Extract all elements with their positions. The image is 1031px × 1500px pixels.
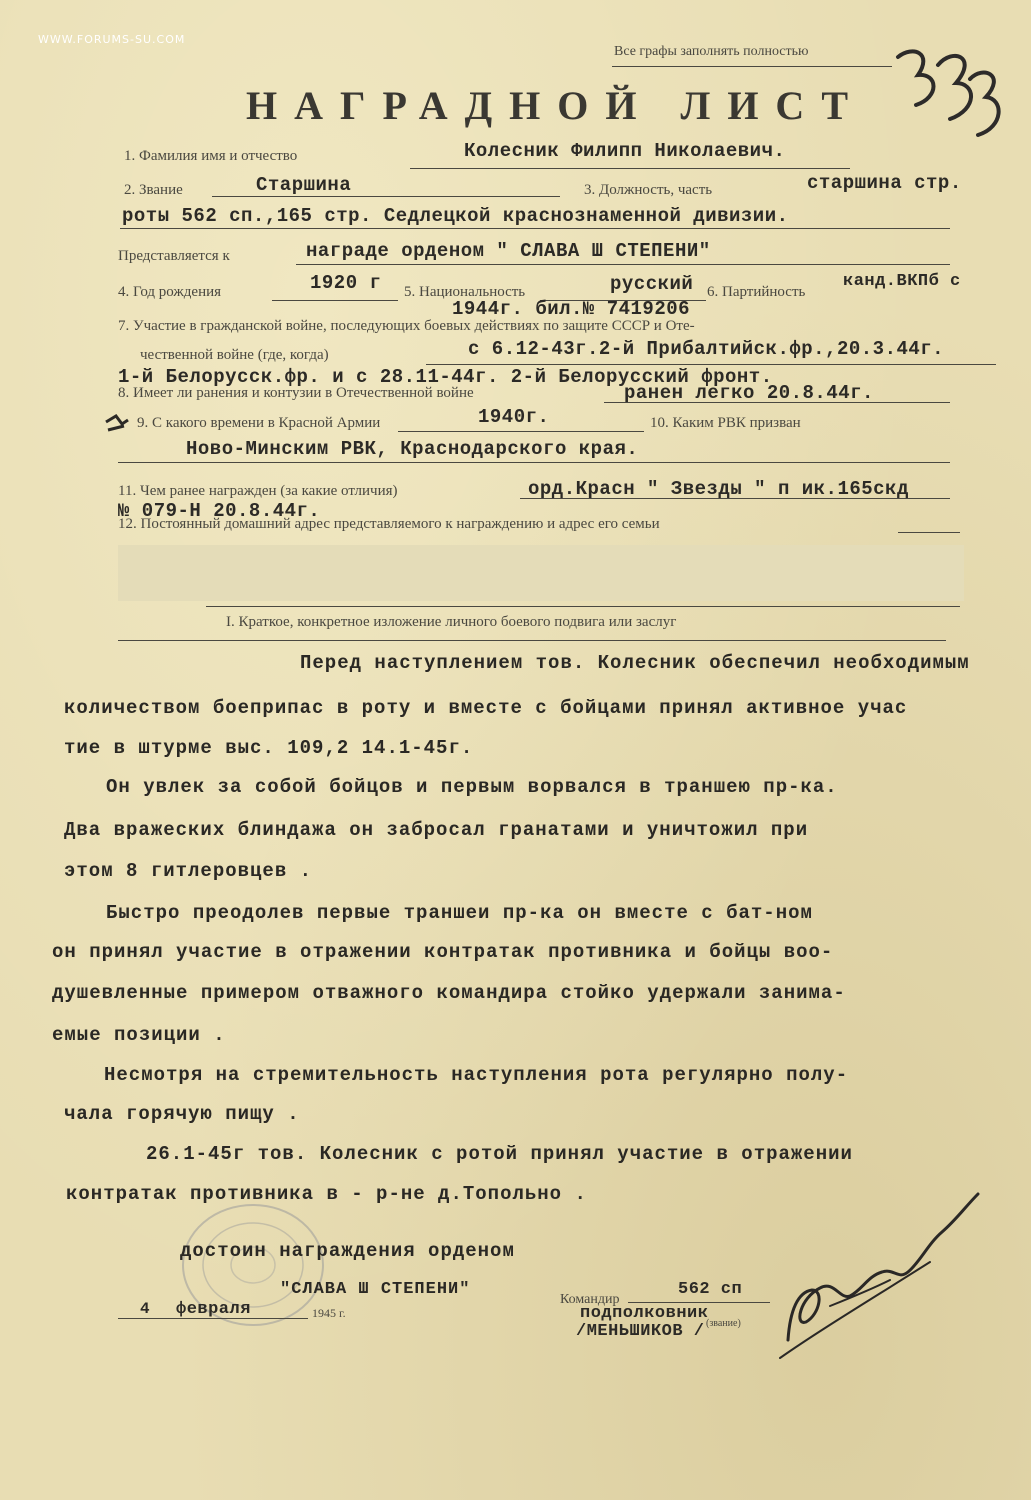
field-4-line xyxy=(272,300,398,301)
field-3-label: 3. Должность, часть xyxy=(584,182,713,198)
narrative-line-14: контратак противника в - р-не д.Топольно . xyxy=(66,1183,587,1205)
field-1-value: Колесник Филипп Николаевич. xyxy=(464,140,786,162)
field-1-line xyxy=(410,168,850,169)
narrative-line-9: душевленные примером отважного командира стойко удержали занима- xyxy=(52,982,846,1004)
narrative-line-6: этом 8 гитлеровцев . xyxy=(64,860,313,882)
document-title: НАГРАДНОЙ ЛИСТ xyxy=(246,83,865,128)
section-rule xyxy=(118,640,946,641)
rank-note: (звание) xyxy=(706,1318,741,1329)
field-6-value: канд.ВКПб с xyxy=(843,272,961,291)
field-8-label: 8. Имеет ли ранения и контузии в Отечественной войне xyxy=(118,385,474,401)
field-8-value: ранен легко 20.8.44г. xyxy=(624,382,874,404)
field-7-value-1: с 6.12-43г.2-й Прибалтийск.фр.,20.3.44г. xyxy=(468,338,945,360)
field-7-line xyxy=(426,364,996,365)
narrative-line-4: Он увлек за собой бойцов и первым ворвался в траншею пр-ка. xyxy=(106,776,838,798)
field-7-value-2: 1-й Белорусск.фр. и с 28.11-44г. 2-й Белорусский фронт. xyxy=(118,366,773,388)
field-6-label: 6. Партийность xyxy=(707,284,806,300)
commander-rank: подполковник xyxy=(580,1304,709,1323)
commander-name: /МЕНЬШИКОВ / xyxy=(576,1322,705,1341)
field-9-value: 1940г. xyxy=(478,406,550,428)
header-underline xyxy=(612,66,892,67)
present-label: Представляется к xyxy=(118,248,230,264)
field-2-line xyxy=(212,196,560,197)
ink-mark xyxy=(102,412,132,438)
commander-unit: 562 сп xyxy=(678,1280,743,1299)
header-note: Все графы заполнять полностью xyxy=(614,44,809,59)
commander-line xyxy=(628,1302,770,1303)
field-4-value: 1920 г xyxy=(310,272,382,294)
narrative-line-1: Перед наступлением тов. Колесник обеспечил необходимым xyxy=(300,652,970,674)
field-11-value: орд.Красн " Звезды " п ик.165скд xyxy=(528,478,909,500)
commander-signature xyxy=(760,1180,990,1370)
field-7-label-2: чественной войне (где, когда) xyxy=(140,347,329,363)
field-10-line xyxy=(118,462,950,463)
field-3-value: старшина стр. xyxy=(807,172,962,194)
field-12-bottom-line xyxy=(206,606,960,607)
date-month: февраля xyxy=(176,1300,251,1319)
watermark: WWW.FORUMS-SU.COM xyxy=(38,33,186,46)
field-11-label: 11. Чем ранее награжден (за какие отличия) xyxy=(118,483,398,499)
field-5-value: русский xyxy=(610,273,694,295)
field-2-value: Старшина xyxy=(256,174,352,196)
narrative-line-11: Несмотря на стремительность наступления рота регулярно полу- xyxy=(104,1064,849,1086)
redacted-address xyxy=(118,545,964,601)
field-2-label: 2. Звание xyxy=(124,182,183,198)
narrative-line-2: количеством боеприпас в роту и вместе с бойцами принял активное учас xyxy=(64,697,908,719)
narrative-line-8: он принял участие в отражении контратак противника и бойцы воо- xyxy=(52,941,834,963)
field-10-value: Ново-Минским РВК, Краснодарского края. xyxy=(186,438,639,460)
field-11-value-cont: № 079-Н 20.8.44г. xyxy=(118,500,321,522)
narrative-line-3: тие в штурме выс. 109,2 14.1-45г. xyxy=(64,737,474,759)
present-value: награде орденом " СЛАВА Ш СТЕПЕНИ" xyxy=(306,240,711,262)
field-12-label: 12. Постоянный домашний адрес представляемого к награждению и адрес его семьи xyxy=(118,516,660,532)
field-9-label: 9. С какого времени в Красной Армии xyxy=(137,415,381,431)
narrative-line-5: Два вражеских блиндажа он забросал гранатами и уничтожил при xyxy=(64,819,809,841)
narrative-line-10: емые позиции . xyxy=(52,1024,226,1046)
section-heading: I. Краткое, конкретное изложение личного боевого подвига или заслуг xyxy=(226,614,677,630)
present-line xyxy=(296,264,950,265)
field-3-value-cont: роты 562 сп.,165 стр. Седлецкой краснознаменной дивизии. xyxy=(122,205,789,227)
field-12-line xyxy=(898,532,960,533)
field-4-label: 4. Год рождения xyxy=(118,284,222,300)
commander-label: Командир xyxy=(560,1292,620,1307)
field-1-label: 1. Фамилия имя и отчество xyxy=(124,148,298,164)
narrative-line-7: Быстро преодолев первые траншеи пр-ка он вместе с бат-ном xyxy=(106,902,813,924)
handwritten-number-mark xyxy=(878,35,1018,155)
conclusion-line-1: достоин награждения орденом xyxy=(180,1240,515,1262)
date-day: 4 xyxy=(140,1300,151,1318)
field-10-label: 10. Каким РВК призван xyxy=(650,415,801,431)
narrative-line-13: 26.1-45г тов. Колесник с ротой принял участие в отражении xyxy=(146,1143,853,1165)
field-6-value-cont: 1944г. бил.№ 7419206 xyxy=(452,298,691,320)
date-line xyxy=(118,1318,308,1319)
field-7-label-1: 7. Участие в гражданской войне, последующих боевых действиях по защите СССР и Оте- xyxy=(118,318,695,334)
conclusion-line-2: "СЛАВА Ш СТЕПЕНИ" xyxy=(280,1280,471,1299)
field-3-line xyxy=(120,228,950,229)
field-5-label: 5. Национальность xyxy=(404,284,526,300)
narrative-line-12: чала горячую пищу . xyxy=(64,1103,300,1125)
date-year: 1945 г. xyxy=(312,1306,346,1320)
field-9-line xyxy=(398,431,644,432)
